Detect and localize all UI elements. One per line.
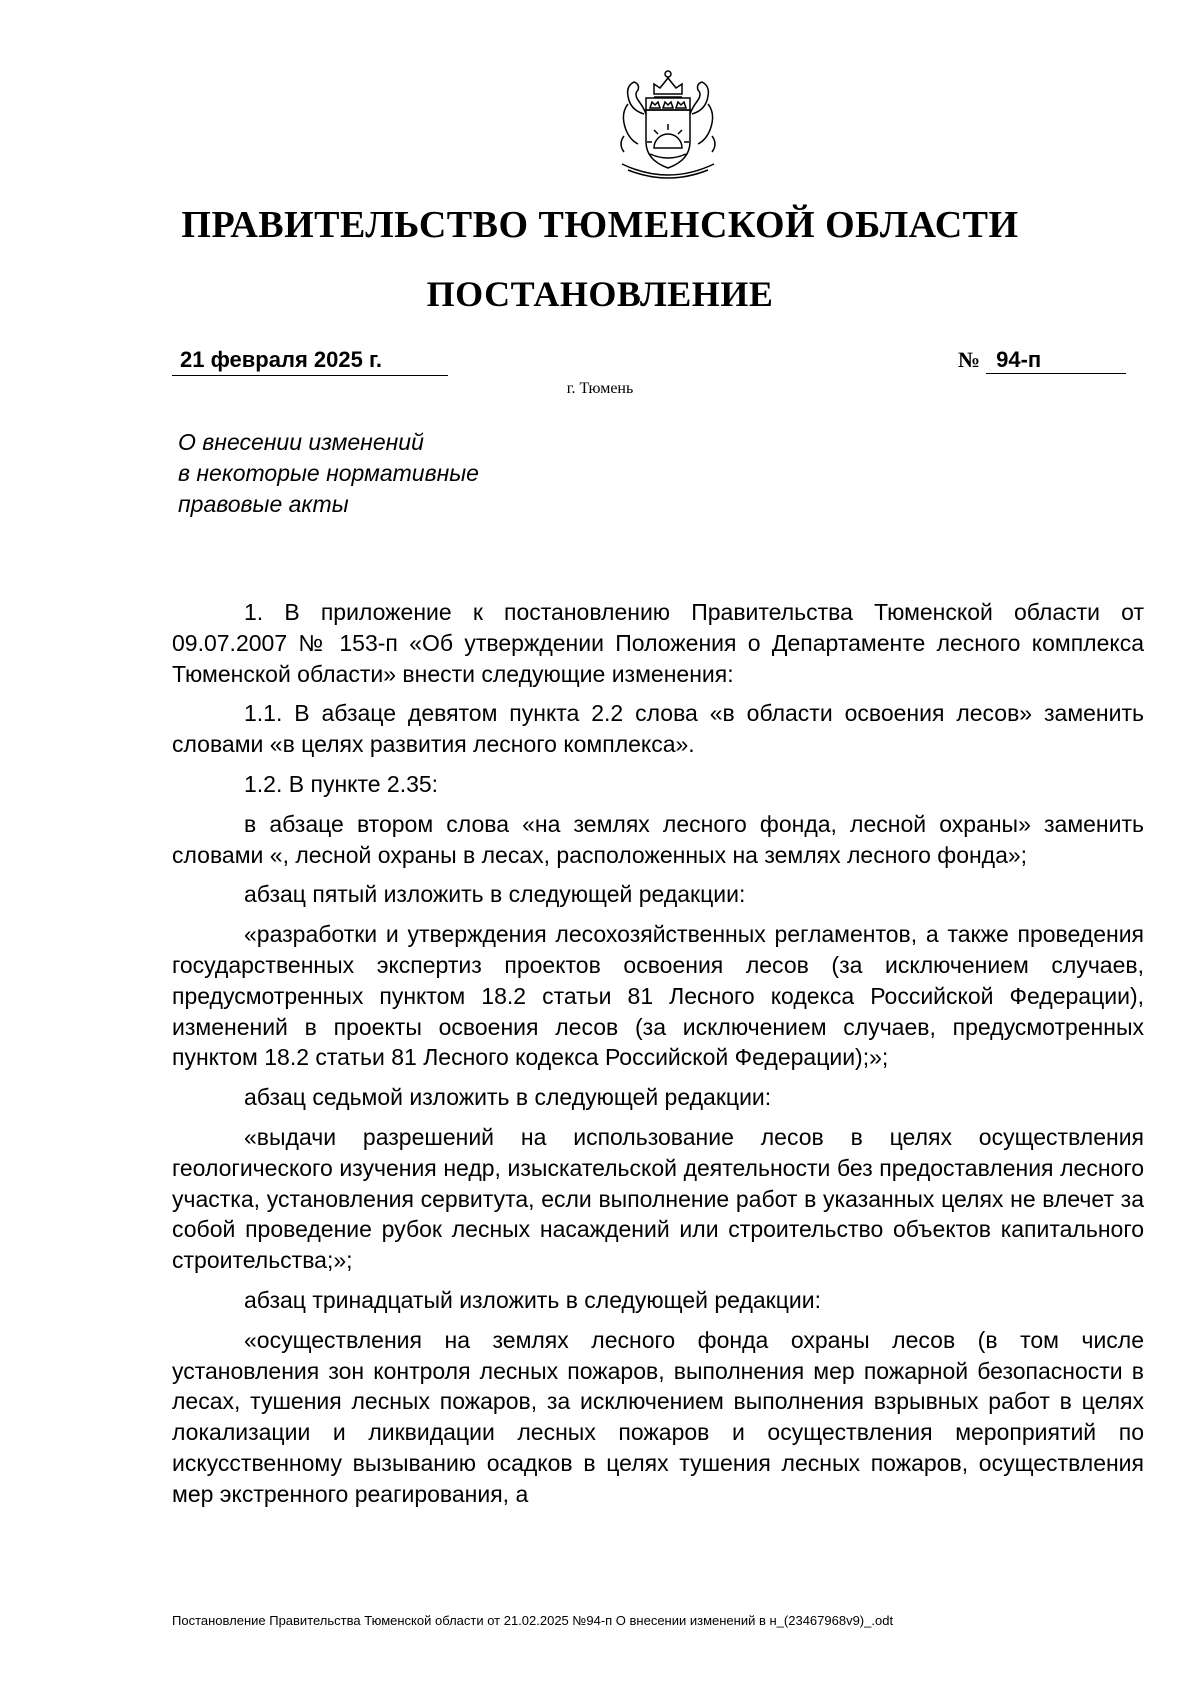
paragraph: абзац тринадцатый изложить в следующей редакции: bbox=[244, 1286, 821, 1313]
number-sign: № bbox=[958, 347, 981, 372]
document-body bbox=[172, 597, 1144, 1519]
organization-title: ПРАВИТЕЛЬСТВО ТЮМЕНСКОЙ ОБЛАСТИ bbox=[181, 204, 1019, 246]
document-date: 21 февраля 2025 г. bbox=[172, 347, 448, 376]
paragraph: «осуществления на землях лесного фонда охраны лесов (в том числе установления зон контроля лесных пожаров, выполнения мер пожарной безопасности в лесах, тушения лесных пожаров, за исключением выполнения взрывных работ в целях локализации и ликвидации лесных пожаров и осуществления мероприятий по искусственному вызыванию осадков в целях тушения лесных пожаров, осуществления мер экстренного реагирования, а bbox=[172, 1326, 1144, 1507]
document-city: г. Тюмень bbox=[566, 380, 634, 397]
subject-line: в некоторые нормативные bbox=[178, 460, 479, 486]
paragraph: «выдачи разрешений на использование лесов в целях осуществления геологического изучения недр, изыскательской деятельности без предоставления лесного участка, установления сервитута, если выполнение работ в указанных целях не влечет за собой проведение рубок лесных насаждений или строительство объектов капитального строительства;»; bbox=[172, 1123, 1144, 1274]
subject-line: О внесении изменений bbox=[178, 429, 424, 455]
paragraph: «разработки и утверждения лесохозяйственных регламентов, а также проведения государственных экспертиз проектов освоения лесов (за исключением случаев, предусмотренных пунктом 18.2 статьи 81 Лесного кодекса Российской Федерации), изменений в проекты освоения лесов (за исключением случаев, предусмотренных пунктом 18.2 статьи 81 Лесного кодекса Российской Федерации);»; bbox=[172, 921, 1144, 1071]
paragraph: абзац седьмой изложить в следующей редакции: bbox=[244, 1084, 772, 1111]
number-value: 94-п bbox=[986, 347, 1126, 374]
document-number bbox=[958, 347, 1138, 376]
paragraph: 1. В приложение к постановлению Правительства Тюменской области от 09.07.2007 № 153-п «Об утверждении Положения о Департаменте лесного комплекса Тюменской области» внести следующие изменения: bbox=[172, 599, 1144, 687]
paragraph: абзац пятый изложить в следующей редакции: bbox=[244, 881, 746, 908]
document-subject bbox=[178, 427, 578, 520]
tyumen-coat-of-arms-icon bbox=[588, 64, 748, 184]
paragraph: в абзаце втором слова «на землях лесного фонда, лесной охраны» заменить словами «, лесной охраны в лесах, расположенных на землях лесного фонда»; bbox=[172, 810, 1144, 868]
subject-line: правовые акты bbox=[178, 491, 349, 517]
paragraph: 1.1. В абзаце девятом пункта 2.2 слова «в области освоения лесов» заменить словами «в целях развития лесного комплекса». bbox=[172, 700, 1144, 758]
page-footer: Постановление Правительства Тюменской области от 21.02.2025 №94-п О внесении изменений в н_(23467968v9)_.odt bbox=[172, 1613, 894, 1628]
document-type-title: ПОСТАНОВЛЕНИЕ bbox=[426, 274, 774, 314]
paragraph: 1.2. В пункте 2.35: bbox=[244, 770, 439, 797]
